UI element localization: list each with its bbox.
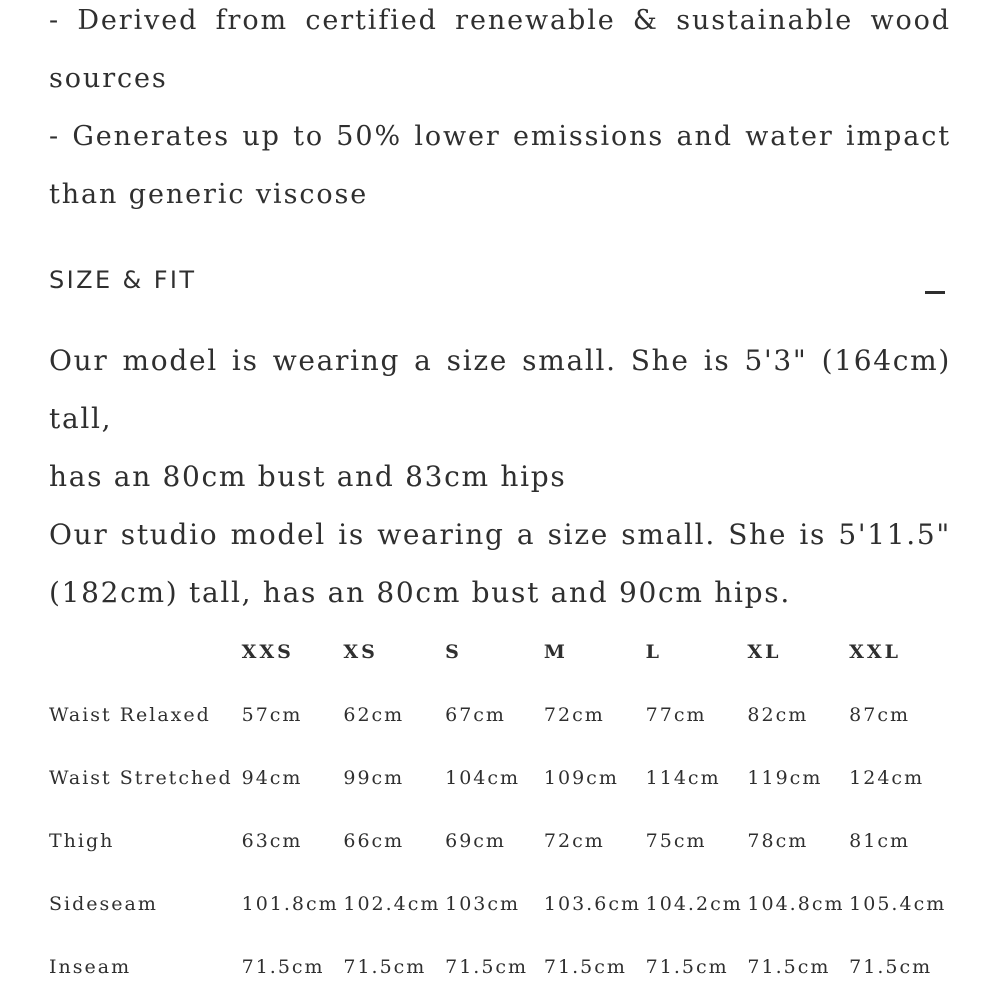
measurement-value: 104cm bbox=[445, 766, 521, 789]
measurement-value: 87cm bbox=[849, 703, 911, 726]
measurement-value: 99cm bbox=[343, 766, 405, 789]
measurement-value: 109cm bbox=[543, 766, 619, 789]
measurement-value: 69cm bbox=[445, 829, 506, 852]
table-row bbox=[49, 872, 951, 935]
measurement-value: 104.8cm bbox=[747, 892, 845, 915]
measurement-value: 94cm bbox=[241, 766, 303, 789]
corner-cell bbox=[49, 620, 242, 683]
measurement-value: 67cm bbox=[445, 703, 506, 726]
measurement-value: 71.5cm bbox=[445, 955, 529, 978]
measurement-value: 105.4cm bbox=[849, 892, 947, 915]
size-chart-table bbox=[49, 620, 951, 998]
table-row bbox=[49, 935, 951, 998]
measurement-value: 62cm bbox=[343, 703, 405, 726]
measurement-value: 81cm bbox=[849, 829, 911, 852]
measurement-value: 103.6cm bbox=[543, 892, 641, 915]
size-header: L bbox=[645, 640, 663, 663]
measurement-value: 82cm bbox=[747, 703, 809, 726]
fabric-description-line: than generic viscose bbox=[49, 179, 369, 210]
fabric-description-line: sources bbox=[49, 63, 168, 94]
size-header: XXL bbox=[849, 640, 902, 663]
measurement-value: 78cm bbox=[747, 829, 809, 852]
fabric-description bbox=[49, 0, 951, 224]
measurement-value: 114cm bbox=[645, 766, 721, 789]
model-info-line: Our model is wearing a size small. She is 5'3" (164cm) tall, bbox=[49, 344, 951, 435]
measurement-value: 104.2cm bbox=[645, 892, 743, 915]
product-details bbox=[49, 0, 951, 978]
measurement-value: 71.5cm bbox=[241, 955, 325, 978]
table-row bbox=[49, 809, 951, 872]
measurement-label: Waist Relaxed bbox=[49, 703, 211, 726]
size-header: XS bbox=[343, 640, 378, 663]
measurement-value: 102.4cm bbox=[343, 892, 441, 915]
measurement-label: Inseam bbox=[49, 955, 132, 978]
measurement-value: 71.5cm bbox=[543, 955, 627, 978]
model-info-line: (182cm) tall, has an 80cm bust and 90cm hips. bbox=[49, 576, 791, 609]
size-header: XL bbox=[747, 640, 782, 663]
model-info bbox=[49, 332, 951, 622]
measurement-label: Waist Stretched bbox=[49, 766, 233, 789]
size-header-row bbox=[49, 620, 951, 683]
measurement-value: 103cm bbox=[445, 892, 521, 915]
minus-icon-bar bbox=[925, 291, 945, 294]
measurement-value: 101.8cm bbox=[241, 892, 339, 915]
fabric-description-line: - Generates up to 50% lower emissions and water impact bbox=[49, 121, 951, 152]
measurement-value: 77cm bbox=[645, 703, 707, 726]
measurement-value: 124cm bbox=[849, 766, 925, 789]
measurement-value: 71.5cm bbox=[747, 955, 831, 978]
size-header: S bbox=[445, 640, 462, 663]
measurement-label: Sideseam bbox=[49, 892, 158, 915]
measurement-value: 66cm bbox=[343, 829, 405, 852]
size-fit-accordion-header[interactable] bbox=[49, 262, 951, 302]
table-row bbox=[49, 746, 951, 809]
model-info-line: has an 80cm bust and 83cm hips bbox=[49, 460, 567, 493]
minus-icon[interactable] bbox=[925, 286, 947, 300]
measurement-value: 119cm bbox=[747, 766, 823, 789]
measurement-value: 63cm bbox=[241, 829, 303, 852]
measurement-value: 57cm bbox=[241, 703, 303, 726]
measurement-value: 72cm bbox=[543, 829, 605, 852]
size-header: XXS bbox=[241, 640, 294, 663]
measurement-label: Thigh bbox=[49, 829, 115, 852]
measurement-value: 72cm bbox=[543, 703, 605, 726]
model-info-line: Our studio model is wearing a size small. She is 5'11.5" bbox=[49, 518, 951, 551]
table-row bbox=[49, 683, 951, 746]
size-header: M bbox=[543, 640, 568, 663]
measurement-value: 71.5cm bbox=[343, 955, 427, 978]
measurement-value: 75cm bbox=[645, 829, 707, 852]
measurement-value: 71.5cm bbox=[645, 955, 729, 978]
measurement-value: 71.5cm bbox=[849, 955, 933, 978]
section-title: SIZE & FIT bbox=[49, 266, 197, 294]
fabric-description-line: - Derived from certified renewable & sustainable wood bbox=[49, 5, 951, 36]
